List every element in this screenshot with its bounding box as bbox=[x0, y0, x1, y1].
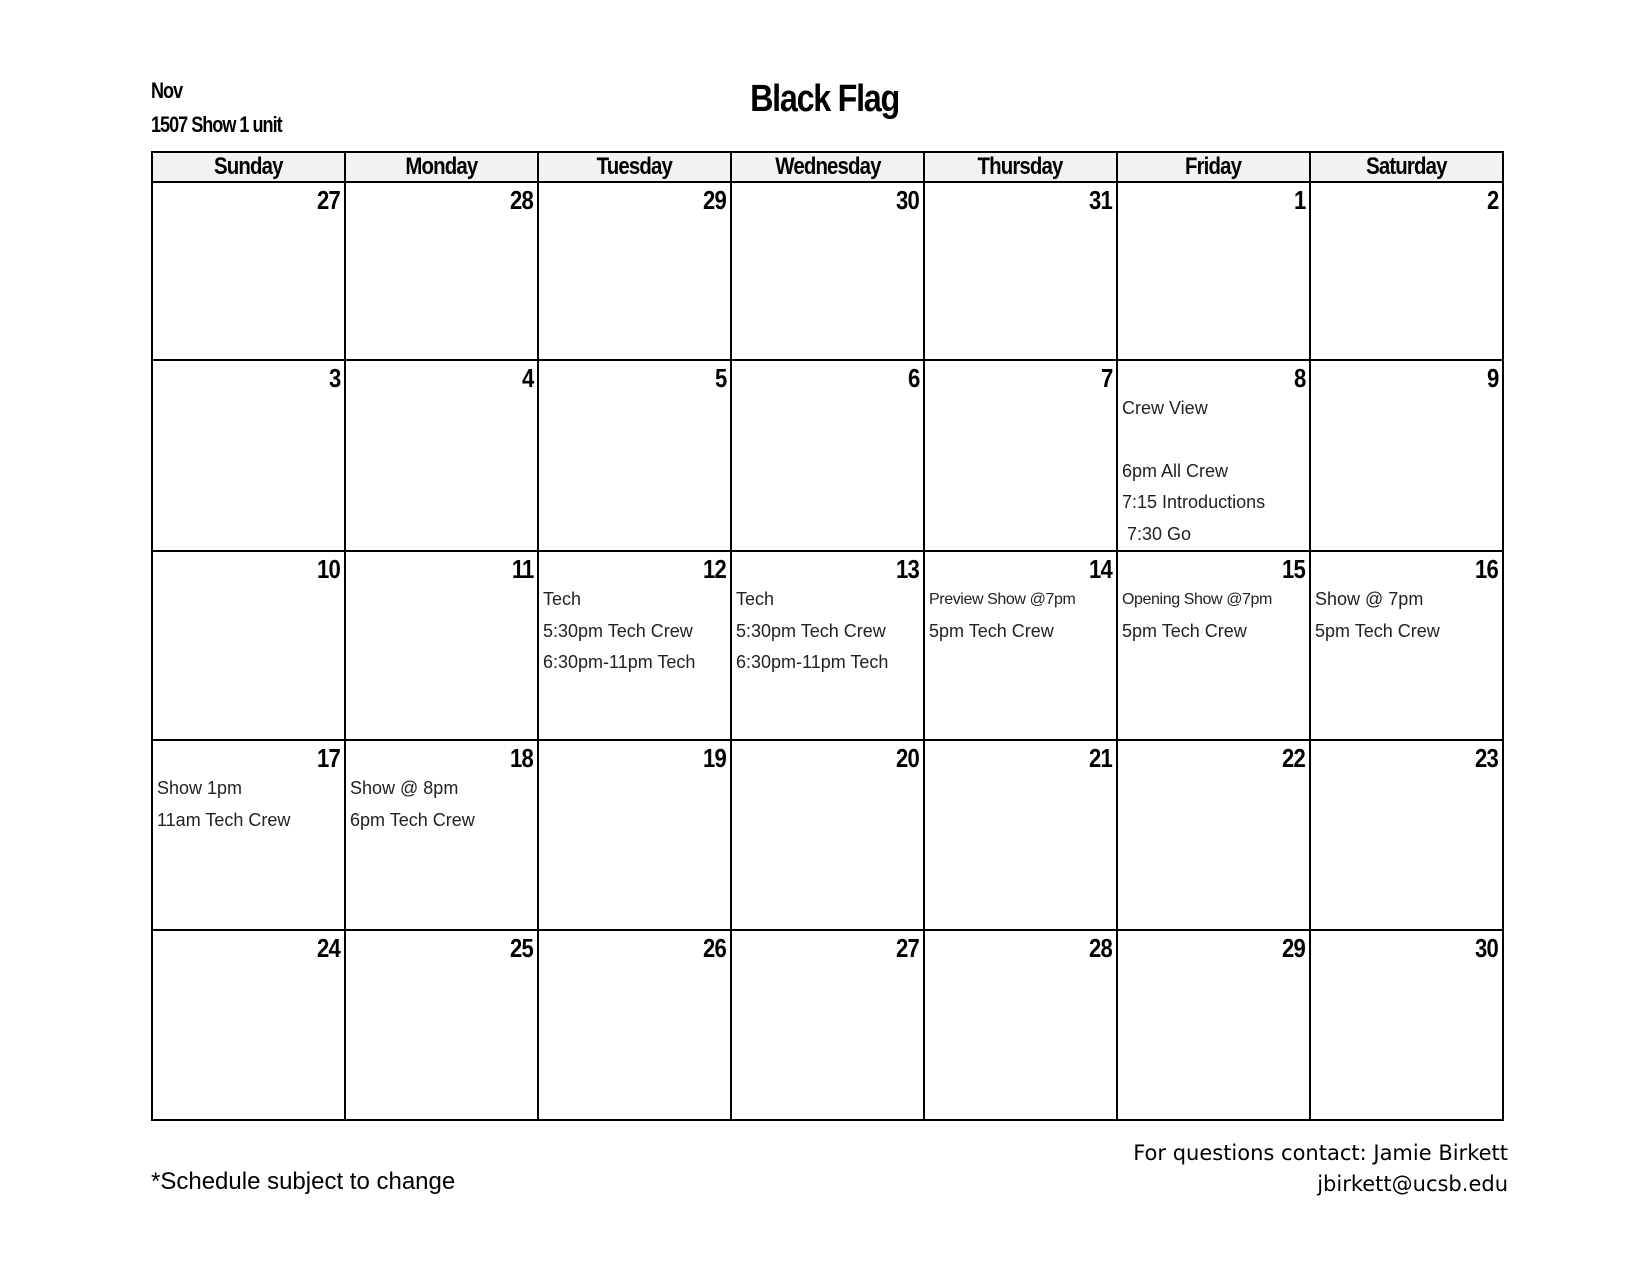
event-entry: Show 1pm bbox=[157, 778, 243, 798]
day-cell[interactable] bbox=[1117, 740, 1310, 930]
day-number bbox=[732, 361, 923, 393]
calendar-grid bbox=[151, 151, 1504, 1121]
day-cell[interactable] bbox=[1117, 182, 1310, 360]
day-cell[interactable] bbox=[345, 740, 538, 930]
day-number-text: 22 bbox=[1282, 743, 1305, 773]
event-entry: Show @ 7pm bbox=[1315, 589, 1424, 609]
day-number bbox=[539, 741, 730, 773]
day-number-text: 12 bbox=[703, 554, 726, 584]
day-number-text: 30 bbox=[896, 185, 919, 215]
day-number bbox=[1118, 361, 1309, 393]
day-number bbox=[153, 183, 344, 215]
day-cell[interactable] bbox=[345, 360, 538, 551]
day-number-text: 18 bbox=[510, 743, 533, 773]
day-number bbox=[925, 361, 1116, 393]
day-number bbox=[153, 361, 344, 393]
event-entry: 6:30pm-11pm Tech bbox=[736, 652, 889, 672]
day-number bbox=[1118, 183, 1309, 215]
day-number bbox=[539, 183, 730, 215]
day-cell[interactable] bbox=[731, 182, 924, 360]
day-number bbox=[1311, 552, 1502, 584]
day-cell[interactable] bbox=[731, 551, 924, 740]
weekday-label: Thursday bbox=[977, 153, 1064, 180]
event-entry: 5pm Tech Crew bbox=[929, 620, 1054, 641]
day-cell[interactable] bbox=[152, 182, 345, 360]
day-number bbox=[1311, 931, 1502, 963]
week-row bbox=[152, 551, 1503, 740]
event-entry: 7:30 Go bbox=[1122, 523, 1192, 544]
day-number-text: 27 bbox=[896, 933, 919, 963]
day-number-text: 20 bbox=[896, 743, 919, 773]
day-number-text: 1 bbox=[1293, 185, 1305, 215]
day-cell[interactable] bbox=[538, 551, 731, 740]
event-entry: 6pm All Crew bbox=[1122, 460, 1229, 481]
day-number-text: 30 bbox=[1475, 933, 1498, 963]
day-number bbox=[925, 552, 1116, 584]
weekday-label: Friday bbox=[1185, 153, 1242, 180]
day-cell[interactable] bbox=[1310, 930, 1503, 1120]
day-number bbox=[153, 552, 344, 584]
weekday-label: Wednesday bbox=[774, 153, 881, 180]
day-number bbox=[539, 931, 730, 963]
day-number bbox=[732, 552, 923, 584]
schedule-note: *Schedule subject to change bbox=[151, 1168, 456, 1195]
contact-email: jbirkett@ucsb.edu bbox=[1317, 1172, 1508, 1196]
day-cell[interactable] bbox=[538, 740, 731, 930]
day-number-text: 8 bbox=[1293, 363, 1305, 393]
day-number-text: 14 bbox=[1089, 554, 1112, 584]
day-number bbox=[1311, 183, 1502, 215]
day-number-text: 6 bbox=[907, 363, 919, 393]
day-cell[interactable] bbox=[924, 182, 1117, 360]
day-number bbox=[539, 361, 730, 393]
event-entry: 6:30pm-11pm Tech bbox=[543, 652, 696, 672]
day-number bbox=[539, 552, 730, 584]
weekday-label: Saturday bbox=[1366, 153, 1447, 180]
day-number-text: 9 bbox=[1486, 363, 1498, 393]
weekday-header bbox=[924, 152, 1117, 182]
course-label: 1507 Show 1 unit bbox=[151, 112, 282, 137]
day-number-text: 29 bbox=[1282, 933, 1305, 963]
day-cell[interactable] bbox=[1117, 360, 1310, 551]
day-number-text: 26 bbox=[703, 933, 726, 963]
day-cell[interactable] bbox=[538, 182, 731, 360]
event-entry: 5pm Tech Crew bbox=[1315, 620, 1440, 641]
weekday-label: Sunday bbox=[214, 153, 283, 180]
day-number bbox=[732, 741, 923, 773]
day-number-text: 21 bbox=[1089, 743, 1112, 773]
day-number-text: 27 bbox=[317, 185, 340, 215]
day-cell[interactable] bbox=[152, 360, 345, 551]
day-number-text: 31 bbox=[1089, 185, 1112, 215]
weekday-header bbox=[731, 152, 924, 182]
day-number-text: 2 bbox=[1486, 185, 1498, 215]
day-number-text: 5 bbox=[714, 363, 726, 393]
event-entry: Show @ 8pm bbox=[350, 778, 459, 798]
day-number bbox=[925, 931, 1116, 963]
weekday-header-row bbox=[152, 152, 1503, 182]
day-cell[interactable] bbox=[152, 930, 345, 1120]
day-cell[interactable] bbox=[1310, 182, 1503, 360]
day-number bbox=[346, 361, 537, 393]
event-entry: 5pm Tech Crew bbox=[1122, 620, 1247, 641]
day-number bbox=[1311, 741, 1502, 773]
day-number bbox=[346, 552, 537, 584]
day-cell[interactable] bbox=[538, 930, 731, 1120]
day-number-text: 13 bbox=[896, 554, 919, 584]
day-cell[interactable] bbox=[924, 551, 1117, 740]
day-number bbox=[732, 183, 923, 215]
day-number bbox=[1118, 931, 1309, 963]
day-number-text: 3 bbox=[328, 363, 340, 393]
week-row bbox=[152, 740, 1503, 930]
day-number bbox=[1118, 552, 1309, 584]
day-cell[interactable] bbox=[731, 740, 924, 930]
event-entry: Opening Show @7pm bbox=[1122, 591, 1272, 608]
day-number-text: 19 bbox=[703, 743, 726, 773]
day-cell[interactable] bbox=[538, 360, 731, 551]
event-entry: Preview Show @7pm bbox=[929, 591, 1076, 608]
day-cell[interactable] bbox=[924, 930, 1117, 1120]
contact-line: For questions contact: Jamie Birkett bbox=[1133, 1141, 1508, 1165]
week-row bbox=[152, 182, 1503, 360]
contact-info bbox=[1133, 1138, 1508, 1200]
day-number bbox=[153, 741, 344, 773]
day-cell[interactable] bbox=[1310, 740, 1503, 930]
day-cell[interactable] bbox=[1117, 551, 1310, 740]
day-number-text: 25 bbox=[510, 933, 533, 963]
day-number-text: 28 bbox=[1089, 933, 1112, 963]
calendar-title bbox=[0, 78, 1650, 121]
day-number-text: 28 bbox=[510, 185, 533, 215]
weekday-header bbox=[152, 152, 345, 182]
weekday-header bbox=[538, 152, 731, 182]
day-number bbox=[346, 741, 537, 773]
week-row bbox=[152, 930, 1503, 1120]
day-cell[interactable] bbox=[924, 740, 1117, 930]
day-number bbox=[925, 741, 1116, 773]
day-number-text: 7 bbox=[1100, 363, 1112, 393]
day-number-text: 29 bbox=[703, 185, 726, 215]
month-label: Nov bbox=[151, 78, 183, 103]
event-entry: Tech bbox=[543, 589, 582, 609]
day-cell[interactable] bbox=[345, 930, 538, 1120]
weekday-label: Monday bbox=[405, 153, 478, 180]
event-entry: 7:15 Introductions bbox=[1122, 492, 1266, 512]
title-text: Black Flag bbox=[750, 78, 900, 120]
day-number bbox=[1311, 361, 1502, 393]
day-number-text: 11 bbox=[511, 554, 533, 584]
day-number-text: 17 bbox=[317, 743, 340, 773]
weekday-header bbox=[1117, 152, 1310, 182]
event-entry: 5:30pm Tech Crew bbox=[736, 620, 886, 641]
day-cell[interactable] bbox=[152, 551, 345, 740]
day-number bbox=[346, 931, 537, 963]
week-row bbox=[152, 360, 1503, 551]
event-entry: Crew View bbox=[1122, 398, 1208, 418]
day-cell[interactable] bbox=[345, 551, 538, 740]
weekday-header bbox=[1310, 152, 1503, 182]
day-number-text: 16 bbox=[1475, 554, 1498, 584]
day-number-text: 4 bbox=[521, 363, 533, 393]
day-number bbox=[925, 183, 1116, 215]
day-number-text: 23 bbox=[1475, 743, 1498, 773]
day-number bbox=[153, 931, 344, 963]
event-entry: 5:30pm Tech Crew bbox=[543, 620, 693, 641]
day-cell[interactable] bbox=[731, 930, 924, 1120]
day-number-text: 15 bbox=[1282, 554, 1305, 584]
event-entry: 6pm Tech Crew bbox=[350, 809, 475, 830]
day-cell[interactable] bbox=[152, 740, 345, 930]
day-cell[interactable] bbox=[345, 182, 538, 360]
day-number bbox=[346, 183, 537, 215]
day-cell[interactable] bbox=[1310, 360, 1503, 551]
day-cell[interactable] bbox=[1310, 551, 1503, 740]
day-number bbox=[732, 931, 923, 963]
day-cell[interactable] bbox=[1117, 930, 1310, 1120]
day-cell[interactable] bbox=[924, 360, 1117, 551]
day-cell[interactable] bbox=[731, 360, 924, 551]
day-number-text: 24 bbox=[317, 933, 340, 963]
day-number-text: 10 bbox=[317, 554, 340, 584]
event-entry: 11am Tech Crew bbox=[157, 809, 291, 830]
day-number bbox=[1118, 741, 1309, 773]
weekday-header bbox=[345, 152, 538, 182]
weekday-label: Tuesday bbox=[596, 153, 673, 180]
event-entry: Tech bbox=[736, 589, 775, 609]
